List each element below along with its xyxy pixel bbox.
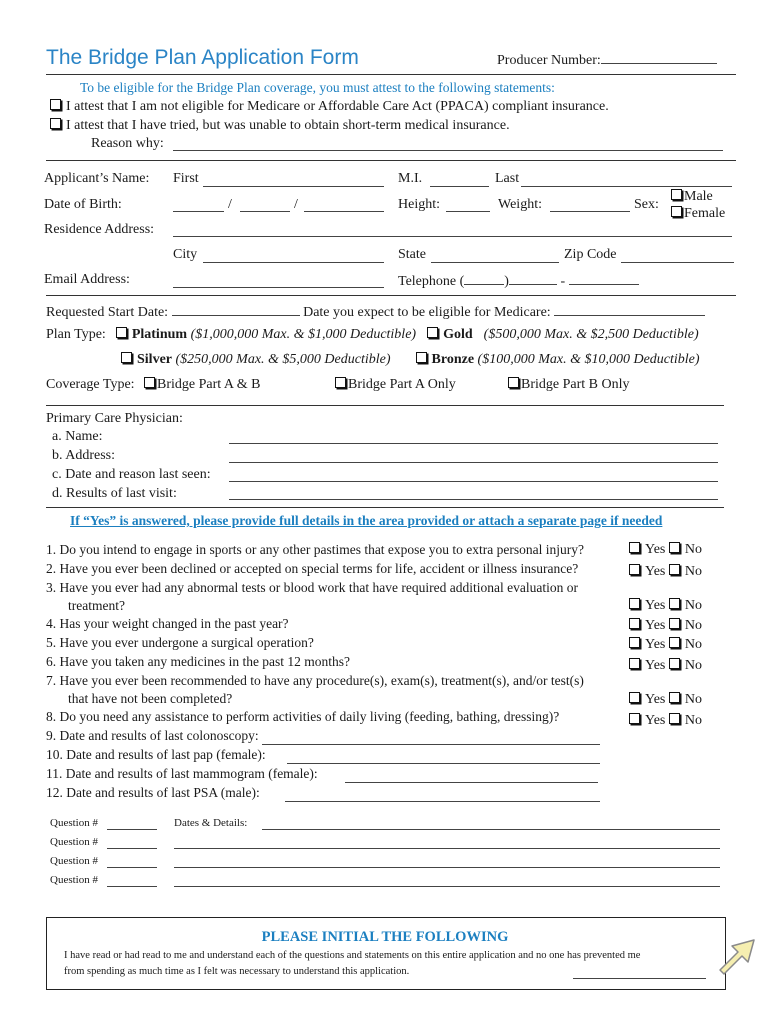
attest-statement-1[interactable] <box>50 99 609 115</box>
city-label: City <box>173 247 198 262</box>
attest-2-checkbox[interactable] <box>50 118 61 129</box>
no-text: No <box>684 564 702 579</box>
height-line[interactable] <box>446 211 490 212</box>
telephone-field[interactable] <box>398 272 639 290</box>
height-label: Height: <box>398 197 440 212</box>
details-question-2-label: Question # <box>50 836 98 848</box>
mi-label: M.I. <box>398 171 423 186</box>
physician-results-line[interactable] <box>229 499 718 500</box>
initial-statement-line-2: from spending as much time as I felt was necessary to understand this application. <box>64 966 410 977</box>
medicare-date-line[interactable] <box>554 303 705 316</box>
first-name-label: First <box>173 171 199 186</box>
q1-yes-checkbox[interactable] <box>629 542 640 553</box>
state-label: State <box>398 247 426 262</box>
reason-why-label: Reason why: <box>91 136 164 151</box>
q7-yes-no <box>629 692 702 708</box>
no-text: No <box>684 692 702 707</box>
male-text: Male <box>684 189 713 204</box>
female-text: Female <box>684 206 726 221</box>
no-text: No <box>684 542 702 557</box>
question-12: 12. Date and results of last PSA (male): <box>46 785 260 800</box>
city-line[interactable] <box>203 262 384 263</box>
male-checkbox[interactable] <box>671 189 682 200</box>
details-3-line[interactable] <box>174 867 720 868</box>
q8-yes-no <box>629 713 702 729</box>
silver-label: Silver <box>137 352 172 367</box>
question-3: 3. Have you ever had any abnormal tests or blood work that have required additional evaluation or <box>46 580 578 595</box>
question-7: 7. Have you ever been recommended to have any procedure(s), exam(s), treatment(s), and/or test(s) <box>46 673 584 688</box>
attest-2-text: I attest that I have tried, but was unable to obtain short-term medical insurance. <box>66 118 510 133</box>
q3-yes-no <box>629 598 702 614</box>
zip-code-label: Zip Code <box>564 247 617 262</box>
dob-month-line[interactable] <box>173 211 224 212</box>
coverage-a-checkbox[interactable] <box>335 377 346 388</box>
female-checkbox[interactable] <box>671 206 682 217</box>
question-8: 8. Do you need any assistance to perform activities of daily living (feeding, bathing, dressing)? <box>46 709 560 724</box>
no-text: No <box>684 658 702 673</box>
residence-address-line[interactable] <box>173 236 732 237</box>
attest-statement-2[interactable] <box>50 118 510 134</box>
questions-instruction: If “Yes” is answered, please provide full details in the area provided or attach a separate page if needed <box>70 513 663 528</box>
header-divider <box>46 74 736 75</box>
coverage-b-checkbox[interactable] <box>508 377 519 388</box>
plan-divider <box>46 405 724 406</box>
physician-divider <box>46 507 724 508</box>
q2-yes-no <box>629 564 702 580</box>
coverage-a-text: Bridge Part A Only <box>348 377 456 392</box>
q1-yes-no <box>629 542 702 558</box>
bronze-detail: ($100,000 Max. & $10,000 Deductible) <box>477 352 700 367</box>
gold-label: Gold <box>443 327 473 342</box>
plan-type-label: Plan Type: <box>46 327 106 342</box>
yes-text: Yes <box>645 658 666 673</box>
attest-1-text: I attest that I am not eligible for Medicare or Affordable Care Act (PPACA) compliant insurance. <box>66 99 609 114</box>
requested-start-label: Requested Start Date: <box>46 305 169 320</box>
dates-details-label: Dates & Details: <box>174 817 248 829</box>
question-6: 6. Have you taken any medicines in the past 12 months? <box>46 654 351 669</box>
dob-day-line[interactable] <box>240 211 290 212</box>
q6-yes-no <box>629 658 702 674</box>
physician-last-seen-line[interactable] <box>229 481 718 482</box>
yes-text: Yes <box>645 713 666 728</box>
physician-address-line[interactable] <box>229 462 718 463</box>
first-name-line[interactable] <box>203 186 384 187</box>
dob-slash-1: / <box>228 197 232 212</box>
question-9: 9. Date and results of last colonoscopy: <box>46 728 259 743</box>
details-question-4-line[interactable] <box>107 886 157 887</box>
details-question-3-line[interactable] <box>107 867 157 868</box>
q6-no-checkbox[interactable] <box>669 658 680 669</box>
eligibility-intro: To be eligible for the Bridge Plan coverage, you must attest to the following statements: <box>80 80 555 95</box>
yes-text: Yes <box>645 598 666 613</box>
question-5: 5. Have you ever undergone a surgical operation? <box>46 635 314 650</box>
arrow-pointer-icon <box>712 930 762 980</box>
last-name-line[interactable] <box>521 186 732 187</box>
physician-name-line[interactable] <box>229 443 718 444</box>
q1-no-checkbox[interactable] <box>669 542 680 553</box>
q3-yes-checkbox[interactable] <box>629 598 640 609</box>
physician-heading: Primary Care Physician: <box>46 411 183 426</box>
attest-1-checkbox[interactable] <box>50 99 61 110</box>
details-4-line[interactable] <box>174 886 720 887</box>
telephone-dash: - <box>560 274 566 289</box>
q4-yes-no <box>629 618 702 634</box>
no-text: No <box>684 618 702 633</box>
male-option[interactable] <box>671 189 713 205</box>
plan-type-row-2 <box>121 352 700 368</box>
details-question-3-label: Question # <box>50 855 98 867</box>
q5-yes-checkbox[interactable] <box>629 637 640 648</box>
plan-type-row-1 <box>46 327 699 343</box>
initial-statement-line-1: I have read or had read to me and understand each of the questions and statements on this entire application and no one has prevented me <box>64 950 641 961</box>
bronze-checkbox[interactable] <box>416 352 427 363</box>
coverage-b-option[interactable] <box>508 377 630 393</box>
question-4: 4. Has your weight changed in the past year? <box>46 616 289 631</box>
details-question-1-label: Question # <box>50 817 98 829</box>
question-12-line[interactable] <box>285 801 600 802</box>
q8-yes-checkbox[interactable] <box>629 713 640 724</box>
question-10-line[interactable] <box>287 763 600 764</box>
dob-slash-2: / <box>294 197 298 212</box>
initial-signature-line[interactable] <box>573 978 706 979</box>
email-address-label: Email Address: <box>44 272 130 287</box>
question-3-continued: treatment? <box>68 598 125 613</box>
no-text: No <box>684 637 702 652</box>
no-text: No <box>684 713 702 728</box>
yes-text: Yes <box>645 692 666 707</box>
platinum-detail: ($1,000,000 Max. & $1,000 Deductible) <box>190 327 417 342</box>
question-7-continued: that have not been completed? <box>68 691 233 706</box>
no-text: No <box>684 598 702 613</box>
coverage-a-option[interactable] <box>335 377 456 393</box>
question-11: 11. Date and results of last mammogram (female): <box>46 766 318 781</box>
question-11-line[interactable] <box>345 782 598 783</box>
coverage-ab-text: Bridge Part A & B <box>157 377 261 392</box>
zip-code-line[interactable] <box>621 262 734 263</box>
yes-text: Yes <box>645 542 666 557</box>
coverage-type-label: Coverage Type: <box>46 377 135 392</box>
state-line[interactable] <box>431 262 559 263</box>
details-question-1-line[interactable] <box>107 829 157 830</box>
yes-text: Yes <box>645 564 666 579</box>
eligibility-divider <box>46 160 736 161</box>
q4-yes-checkbox[interactable] <box>629 618 640 629</box>
producer-number-field[interactable] <box>497 51 717 69</box>
telephone-prefix-line[interactable] <box>509 272 557 285</box>
question-1: 1. Do you intend to engage in sports or any other pastimes that expose you to extra personal injury? <box>46 542 585 557</box>
mi-line[interactable] <box>430 186 489 187</box>
physician-name-label: a. Name: <box>52 429 103 444</box>
telephone-paren: ) <box>504 274 509 289</box>
initial-heading: PLEASE INITIAL THE FOLLOWING <box>261 929 509 945</box>
physician-last-seen-label: c. Date and reason last seen: <box>52 467 211 482</box>
requested-start-line[interactable] <box>172 303 300 316</box>
question-2: 2. Have you ever been declined or accepted on special terms for life, accident or illness insurance? <box>46 561 579 576</box>
telephone-number-line[interactable] <box>569 272 639 285</box>
platinum-checkbox[interactable] <box>116 327 127 338</box>
q8-no-checkbox[interactable] <box>669 713 680 724</box>
q3-no-checkbox[interactable] <box>669 598 680 609</box>
bronze-label: Bronze <box>431 352 475 367</box>
coverage-ab-checkbox[interactable] <box>144 377 155 388</box>
weight-label: Weight: <box>498 197 542 212</box>
q7-no-checkbox[interactable] <box>669 692 680 703</box>
q4-no-checkbox[interactable] <box>669 618 680 629</box>
q5-no-checkbox[interactable] <box>669 637 680 648</box>
q7-yes-checkbox[interactable] <box>629 692 640 703</box>
physician-address-label: b. Address: <box>52 448 115 463</box>
details-1-line[interactable] <box>262 829 720 830</box>
weight-line[interactable] <box>550 211 630 212</box>
physician-results-label: d. Results of last visit: <box>52 486 177 501</box>
telephone-area-line[interactable] <box>464 272 504 285</box>
dob-label: Date of Birth: <box>44 197 122 212</box>
q6-yes-checkbox[interactable] <box>629 658 640 669</box>
page-title: The Bridge Plan Application Form <box>46 46 359 69</box>
telephone-label: Telephone ( <box>398 274 465 289</box>
dob-year-line[interactable] <box>304 211 384 212</box>
reason-why-line[interactable] <box>173 150 723 151</box>
q2-no-checkbox[interactable] <box>669 564 680 575</box>
silver-detail: ($250,000 Max. & $5,000 Deductible) <box>175 352 391 367</box>
details-question-2-line[interactable] <box>107 848 157 849</box>
female-option[interactable] <box>671 206 725 222</box>
medicare-date-label: Date you expect to be eligible for Medicare: <box>303 305 551 320</box>
coverage-b-text: Bridge Part B Only <box>521 377 630 392</box>
sex-label: Sex: <box>634 197 659 212</box>
yes-text: Yes <box>645 618 666 633</box>
email-address-line[interactable] <box>173 287 384 288</box>
question-10: 10. Date and results of last pap (female): <box>46 747 266 762</box>
silver-checkbox[interactable] <box>121 352 132 363</box>
yes-text: Yes <box>645 637 666 652</box>
last-name-label: Last <box>495 171 520 186</box>
coverage-ab-option[interactable] <box>144 377 260 393</box>
details-question-4-label: Question # <box>50 874 98 886</box>
producer-number-line[interactable] <box>601 51 717 64</box>
applicant-divider <box>46 295 736 296</box>
platinum-label: Platinum <box>131 327 188 342</box>
applicant-name-label: Applicant’s Name: <box>44 171 150 186</box>
producer-number-label: Producer Number: <box>497 53 601 68</box>
question-9-line[interactable] <box>262 744 600 745</box>
details-2-line[interactable] <box>174 848 720 849</box>
requested-start-date-field[interactable] <box>46 303 705 321</box>
gold-detail: ($500,000 Max. & $2,500 Deductible) <box>483 327 699 342</box>
residence-address-label: Residence Address: <box>44 222 155 237</box>
q5-yes-no <box>629 637 702 653</box>
q2-yes-checkbox[interactable] <box>629 564 640 575</box>
gold-checkbox[interactable] <box>427 327 438 338</box>
